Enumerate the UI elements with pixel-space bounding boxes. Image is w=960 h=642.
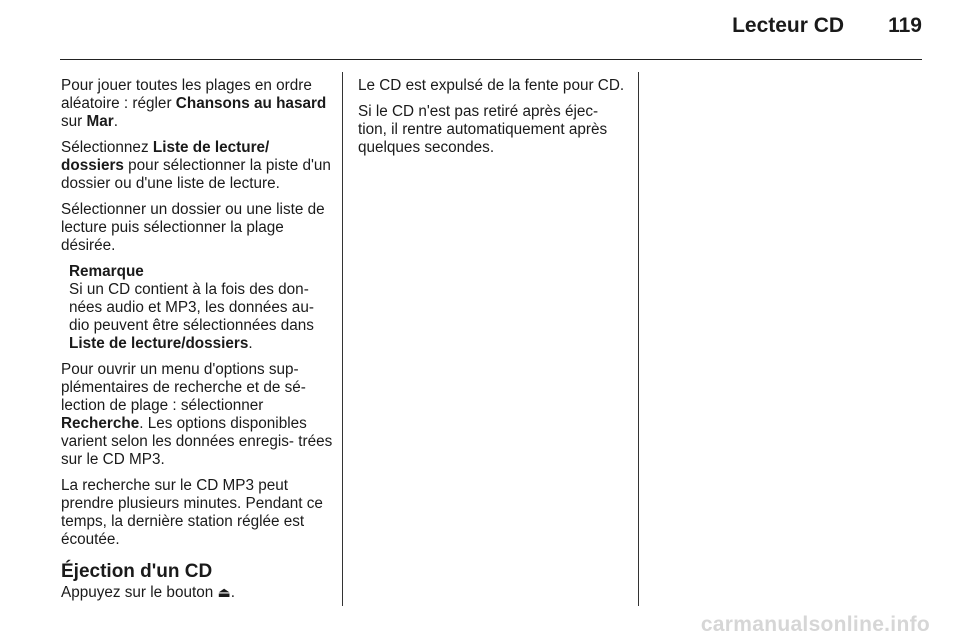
column-divider-1 — [342, 72, 343, 606]
paragraph-random-play: Pour jouer toutes les plages en ordre aléatoire : régler Chansons au hasard sur Mar. — [61, 77, 327, 130]
eject-icon: ⏏ — [217, 584, 231, 600]
paragraph-auto-reload: Si le CD n'est pas retiré après éjec- tion, il rentre automatiquement après quelques secondes. — [358, 103, 608, 156]
paragraph-select-folder: Sélectionner un dossier ou une liste de lecture puis sélectionner la plage désirée. — [61, 201, 325, 254]
menu-label-playlist-folders: Liste de lecture/ dossiers — [61, 139, 270, 174]
paragraph-eject: Appuyez sur le bouton ⏏. — [61, 584, 235, 601]
column-1 — [61, 77, 335, 610]
menu-value-on: Mar — [86, 113, 114, 130]
page-number: 119 — [888, 14, 922, 37]
paragraph-search-duration: La recherche sur le CD MP3 peut prendre plusieurs minutes. Pendant ce temps, la dernière station réglée est écoutée. — [61, 477, 323, 548]
note-box: Remarque Si un CD contient à la fois des don- nées audio et MP3, les données au- dio peuvent être sélectionnées dans Liste de lecture/dossiers. — [61, 263, 335, 353]
column-divider-2 — [638, 72, 639, 606]
page-header — [732, 14, 922, 38]
watermark: carmanualsonline.info — [700, 613, 930, 636]
column-2 — [358, 77, 626, 165]
menu-label-playlist-folders-note: Liste de lecture/dossiers — [69, 335, 249, 352]
paragraph-cd-ejected: Le CD est expulsé de la fente pour CD. — [358, 77, 625, 94]
paragraph-search: Pour ouvrir un menu d'options sup- plémentaires de recherche et de sé- lection de plage : sélectionner Recherche. Les options disponibles varient selon les données enregis- trées sur le CD MP3. — [61, 361, 333, 468]
section-heading-eject: Éjection d'un CD — [61, 561, 213, 582]
note-title: Remarque — [69, 263, 144, 280]
page-title: Lecteur CD — [732, 14, 845, 37]
menu-label-search: Recherche — [61, 415, 140, 432]
header-rule — [60, 59, 922, 60]
menu-label-shuffle: Chansons au hasard — [175, 95, 327, 112]
paragraph-playlist: Sélectionnez Liste de lecture/ dossiers pour sélectionner la piste d'un dossier ou d'une liste de lecture. — [61, 139, 331, 192]
